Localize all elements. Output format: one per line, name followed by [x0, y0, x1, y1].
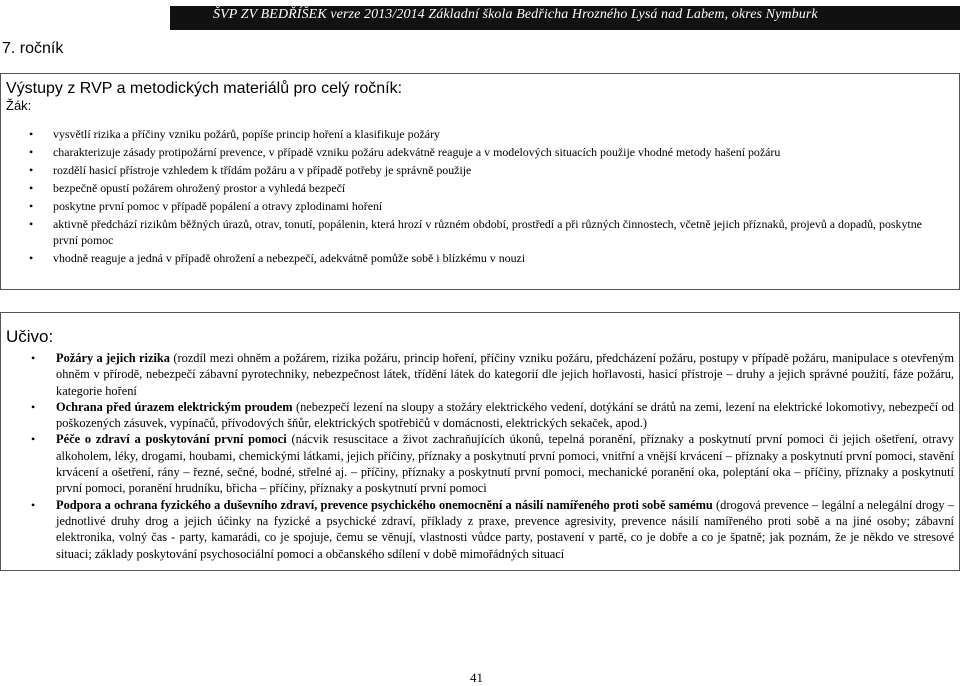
content-list	[1, 350, 956, 562]
content-item-text: (drogová prevence – legální a nelegální drogy – jednotlivé druhy drog a jejich účinky na fyzické a psychické zdraví, příklady z praxe, prevence agresivity, prevence násilí namířeného proti sobě a na jiné osoby; zábavní elektronika, volný čas - party, kamarádi, co je spojuje, čemu se věnují, vlastnosti vůdce party, postavení v partě, co je dobře a co je špatně; jak poznám, že je někdo ve stresové situaci; základy poskytování psychosociální pomoci a občanského sdílení v době mimořádných situací	[56, 497, 954, 561]
running-header	[0, 0, 960, 32]
content-item	[1, 497, 956, 562]
content-item-text: (nácvik resuscitace a život zachraňujících úkonů, tepelná poranění, příznaky a poskytnutí první pomoci či jejich ošetření, otravy alkoholem, léky, drogami, houbami, chemickými látkami, jejich příčiny, příznaky a poskytnutí první pomoci, vnitřní a vnější krvácení – příznaky a poskytnutí první pomoci, stavění krvácení a ošetření, rány – řezné, sečné, bodné, střelné aj. – příčiny, příznaky a poskytnutí první pomoci, mechanické poranění oka, poleptání oka – příčiny, příznaky a poskytnutí první pomoci, poranění hrudníku, břicha – příčiny, příznaky a poskytnutí první pomoci	[56, 432, 954, 496]
content-item-text: (rozdíl mezi ohněm a požárem, rizika požáru, princip hoření, příčiny vzniku požáru, předcházení požáru, postupy v případě požáru, manipulace s otevřeným ohněm v přírodě, nebezpečí zábavní pyrotechniky, nebezpečnost látek, třídění látek do kategorií dle jejich hořlavosti, hasicí přístroje – druhy a jejich správné použití, fáze požáru, kategorie hoření	[56, 351, 954, 398]
content-item-title: Ochrana před úrazem elektrickým proudem	[56, 399, 293, 414]
outcome-item: • aktivně předchází rizikům běžných úrazů, otrav, tonutí, popálenin, která hrozí v různém období, prostředí a při různých činnostech, včetně jejich příznaků, projevů a dopadů, poskytne první pomoc	[1, 216, 941, 248]
content-heading: Učivo:	[6, 327, 54, 346]
content-item	[1, 399, 956, 432]
grade-title: 7. ročník	[2, 40, 64, 57]
content-item-title: Péče o zdraví a poskytování první pomoci	[56, 432, 287, 447]
outcome-item: • vhodně reaguje a jedná v případě ohrožení a nebezpečí, adekvátně pomůže sobě i blízkému v nouzi	[1, 250, 941, 266]
outcome-item: • rozdělí hasicí přístroje vzhledem k třídám požáru a v případě potřeby je správně použije	[1, 162, 941, 178]
page-number: 41	[470, 670, 483, 685]
outcome-item: • bezpečně opustí požárem ohrožený prostor a vyhledá bezpečí	[1, 180, 941, 196]
content-box	[0, 312, 960, 571]
outcomes-box	[0, 73, 960, 290]
outcome-item: • charakterizuje zásady protipožární prevence, v případě vzniku požáru adekvátně reaguje a v modelových situacích použije vhodné metody hašení požáru	[1, 144, 941, 160]
content-item-title: Podpora a ochrana fyzického a duševního zdraví, prevence psychického onemocnění a násilí namířeného proti sobě samému	[56, 497, 713, 512]
outcomes-heading: Výstupy z RVP a metodických materiálů pro celý ročník:	[6, 80, 403, 97]
content-item-title: Požáry a jejich rizika	[56, 351, 170, 365]
outcome-item: • vysvětlí rizika a příčiny vzniku požárů, popíše princip hoření a klasifikuje požáry	[1, 126, 941, 142]
running-head-text: ŠVP ZV BEDŘÍŠEK verze 2013/2014 Základní škola Bedřicha Hrozného Lysá nad Labem, okres Nymburk	[213, 7, 818, 22]
content-item-text: (nebezpečí lezení na sloupy a stožáry elektrického vedení, dotýkání se drátů na zemi, lezení na elektrické lokomotivy, nebezpečí od poškozených zásuvek, vypínačů, přívodových šňůr, elektrických spotřebičů v domácnosti, elektrických sekaček, apod.)	[56, 399, 954, 431]
content-item	[1, 350, 956, 399]
content-item	[1, 431, 956, 496]
outcome-item: • poskytne první pomoc v případě popálení a otravy zplodinami hoření	[1, 198, 941, 214]
outcomes-subheading: Žák:	[6, 98, 32, 113]
outcomes-list	[1, 126, 941, 268]
